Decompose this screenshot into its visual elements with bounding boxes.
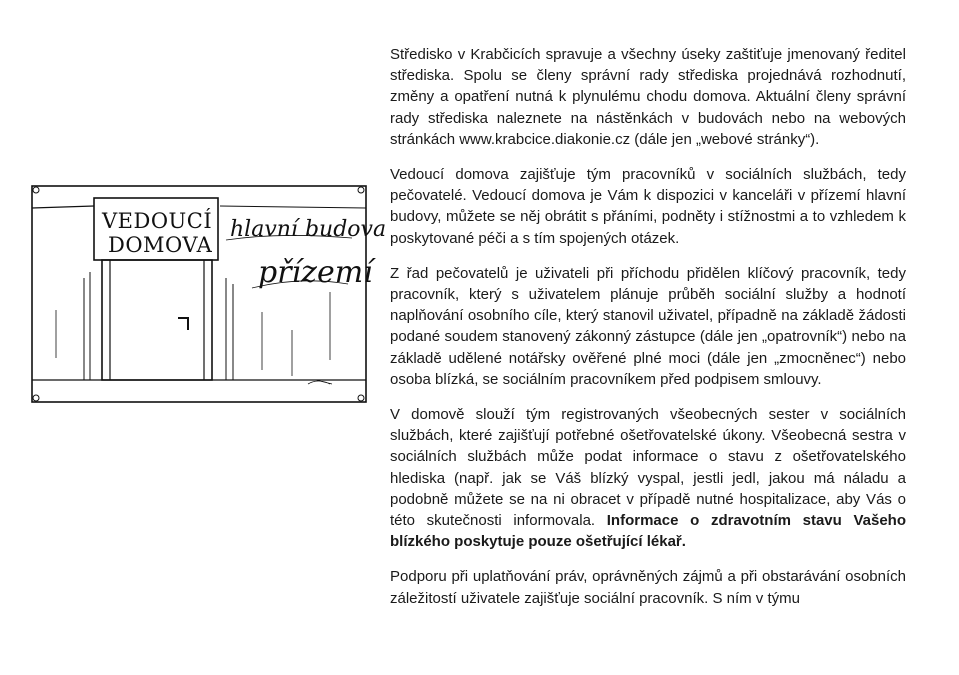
text-column — [390, 44, 906, 623]
nurses-text: V domově slouží tým registrovaných všeobecných sester v sociálních službách, které zajišťují potřebné ošetřovatelské úkony. Všeobecná sestra v sociálních službách může podat informace o stavu z ošetřovatelského hlediska (např. jak se Váš blízký vyspal, jestli jedl, jakou má náladu a podobně můžete se na ni obracet v případě nutné hospitalizace, aby Vás o této skutečnosti informovala. — [390, 406, 906, 530]
door-drawing — [30, 180, 387, 410]
paragraph-management: Středisko v Krabčicích spravuje a všechny úseky zaštiťuje jmenovaný ředitel střediska. Spolu se členy správní rady střediska projednává rozhodnutí, změny a opatření nutná k plynulému chodu domova. Aktuální členy správní rady střediska naleznete na nástěnkách v budovách nebo na webových stránkách www.krabcice.diakonie.cz (dále jen „webové stránky“). — [390, 46, 906, 148]
sign-line2: DOMOVA — [108, 233, 213, 257]
health-info-notice: Informace o zdravotním stavu Vašeho blízkého poskytuje pouze ošetřující lékař. — [390, 512, 907, 551]
handwriting-line2: přízemí — [258, 255, 373, 290]
paragraph-home-manager: Vedoucí domova zajišťuje tým pracovníků v sociálních službách, tedy pečovatelé. Vedoucí domova je Vám k dispozici v kanceláři v přízemí hlavní budovy, můžete se něj obrátit s přáními, podněty i stížnostmi a to vzhledem k poskytované péči a s tím spojených otázek. — [390, 166, 906, 247]
paragraph-key-worker: Z řad pečovatelů je uživateli při příchodu přidělen klíčový pracovník, tedy pracovník, který s uživatelem plánuje průběh sociální služby a hodnotí naplňování osobního cíle, který stanovil uživatel, případně na základě žádosti podané soudem stanovený zákonný zástupce (dále jen „opatrovník“) nebo na základě udělené notářsky ověřené plné moci (dále jen „zmocněnec“) nebo osoba blízká, se sociálním pracovníkem před podpisem smlouvy. — [390, 264, 906, 388]
paragraph-nurses — [390, 404, 906, 552]
paragraph-social-worker: Podporu při uplatňování práv, oprávněných zájmů a při obstarávání osobních záležitostí uživatele zajišťuje sociální pracovník. S ním v týmu — [390, 568, 906, 607]
door-handle — [178, 318, 188, 330]
handwriting-line1: hlavní budova — [230, 217, 387, 242]
sign-line1: VEDOUCÍ — [102, 209, 213, 233]
door — [102, 260, 212, 380]
office-door-illustration — [30, 180, 387, 410]
